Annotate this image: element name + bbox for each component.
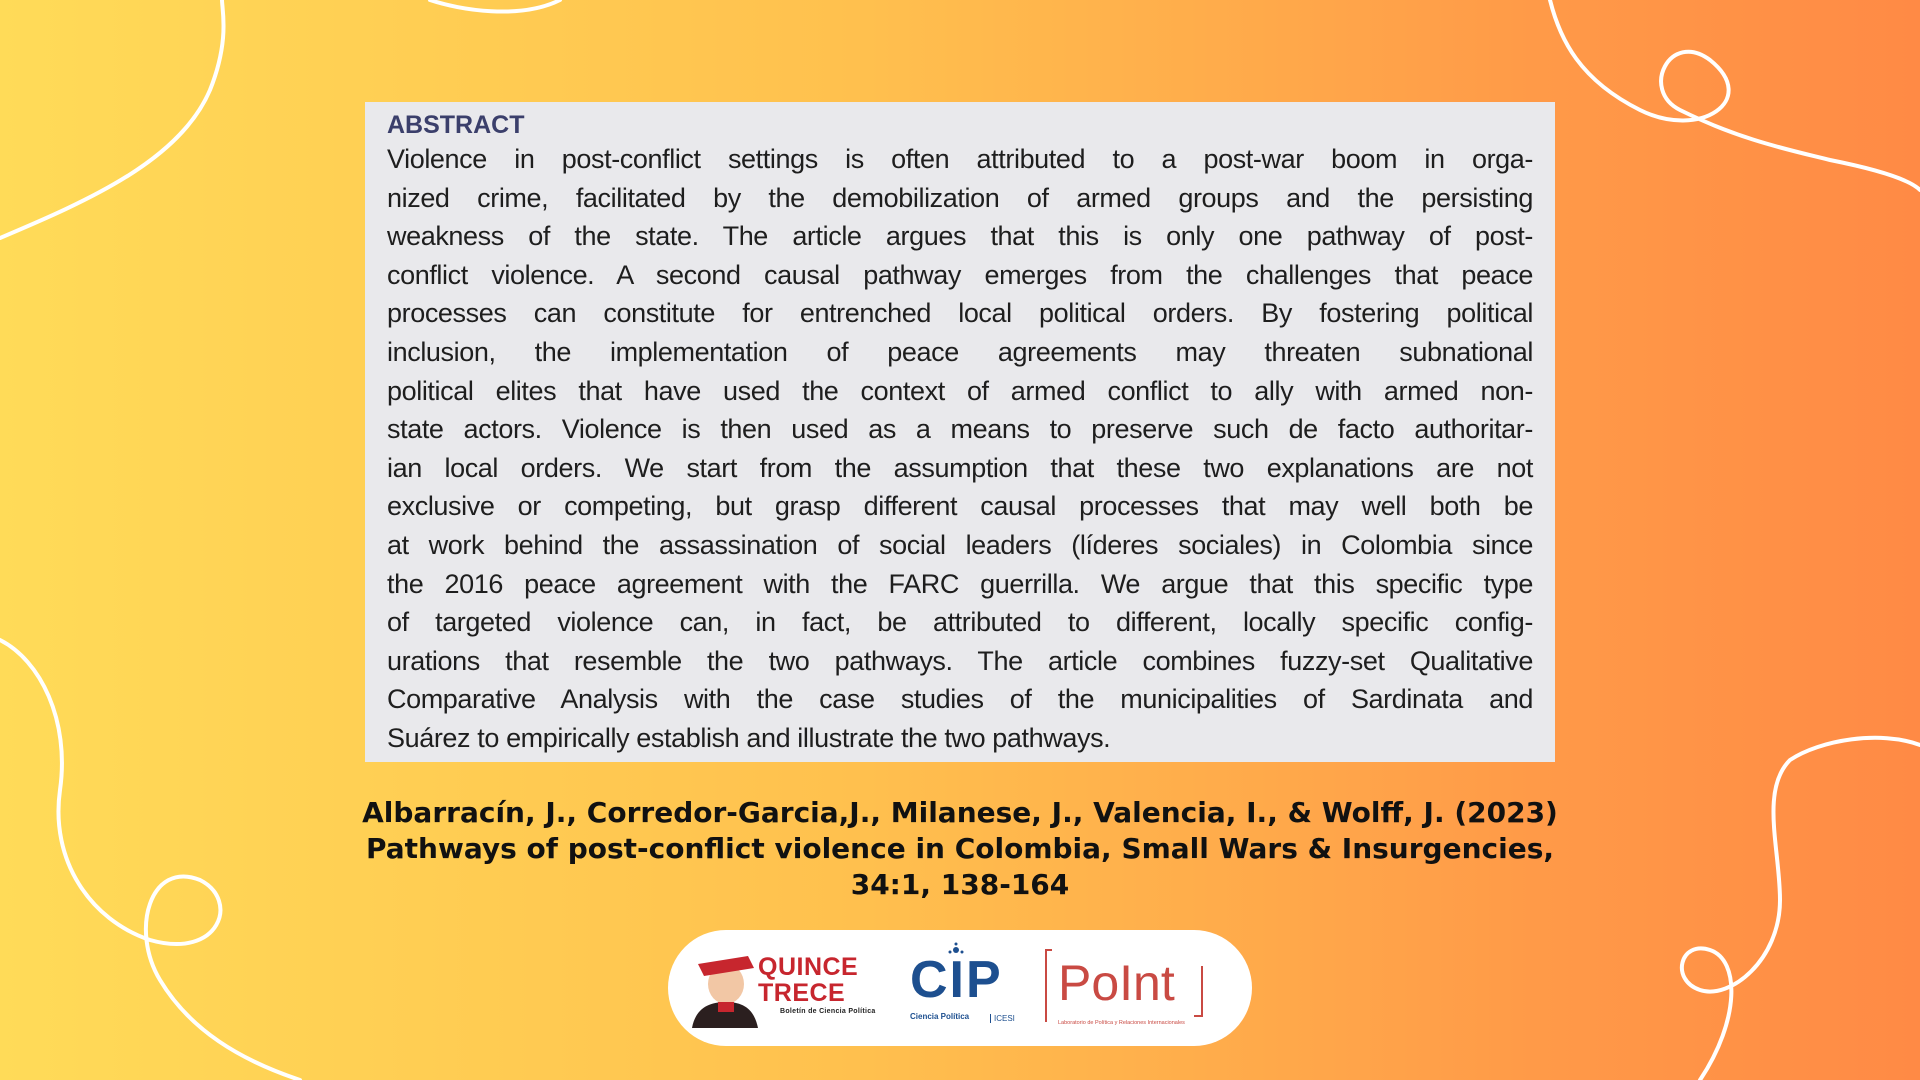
- abstract-text: [387, 140, 1533, 758]
- abstract-heading: ABSTRACT: [387, 111, 525, 139]
- abstract-line: ian local orders. We start from the assumption that these two explanations are not: [387, 452, 1533, 483]
- abstract-line: at work behind the assassination of social leaders (líderes sociales) in Colombia since: [387, 529, 1533, 560]
- citation-title: Pathways of post-conflict violence in Colombia, Small Wars & Insurgencies,: [365, 832, 1555, 865]
- abstract-line: Suárez to empirically establish and illustrate the two pathways.: [387, 722, 1111, 753]
- abstract-line: nized crime, facilitated by the demobilization of armed groups and the persisting: [387, 182, 1533, 213]
- abstract-card: [365, 102, 1555, 762]
- abstract-line: Comparative Analysis with the case studies of the municipalities of Sardinata and: [387, 684, 1533, 715]
- quince-trece-logo: [688, 950, 878, 1030]
- citation-authors: Albarracín, J., Corredor-Garcia,J., Milanese, J., Valencia, I., & Wolff, J. (2023): [362, 796, 1558, 829]
- abstract-line: conflict violence. A second causal pathway emerges from the challenges that peace: [387, 259, 1533, 290]
- point-logo: [1044, 946, 1214, 1036]
- abstract-line: inclusion, the implementation of peace agreements may threaten subnational: [387, 336, 1533, 367]
- student-avatar-icon: [688, 950, 760, 1030]
- cip-subtitle: Ciencia Política: [910, 1012, 970, 1021]
- abstract-line: state actors. Violence is then used as a means to preserve such de facto authoritar-: [387, 414, 1533, 445]
- abstract-line: processes can constitute for entrenched local political orders. By fostering political: [387, 298, 1533, 329]
- citation: [250, 795, 1670, 903]
- point-title: PoInt: [1058, 955, 1175, 1011]
- abstract-line: the 2016 peace agreement with the FARC guerrilla. We argue that this specific type: [387, 568, 1533, 599]
- abstract-line: Violence in post-conflict settings is often attributed to a post-war boom in orga-: [387, 144, 1533, 174]
- abstract-line: political elites that have used the context of armed conflict to ally with armed non-: [387, 375, 1533, 406]
- quince-trece-subtitle: Boletín de Ciencia Política: [780, 1008, 876, 1015]
- abstract-line: of targeted violence can, in fact, be attributed to different, locally specific config-: [387, 607, 1533, 638]
- abstract-line: exclusive or competing, but grasp different causal processes that may well both be: [387, 491, 1533, 522]
- abstract-line: urations that resemble the two pathways. The article combines fuzzy-set Qualitative: [387, 645, 1533, 676]
- abstract-line: weakness of the state. The article argues that this is only one pathway of post-: [387, 221, 1533, 252]
- quince-trece-title: QUINCE TRECE: [758, 953, 859, 1007]
- cip-title: CIP: [910, 951, 1003, 1009]
- point-subtitle: Laboratorio de Política y Relaciones Internacionales: [1058, 1020, 1185, 1026]
- cip-org: ICESI: [990, 1014, 1015, 1023]
- cip-logo: [908, 942, 1018, 1038]
- citation-pages: 34:1, 138-164: [850, 868, 1070, 901]
- logo-bar: [668, 930, 1252, 1046]
